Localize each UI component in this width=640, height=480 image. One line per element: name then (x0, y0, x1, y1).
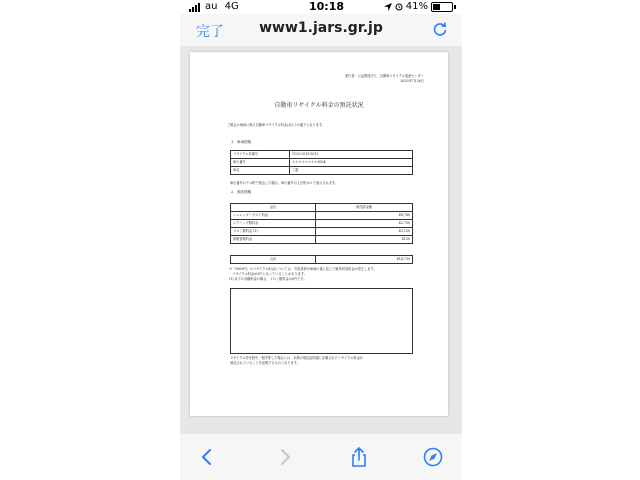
table-row (231, 167, 413, 175)
vehicle-label: リサイクル券番号 (231, 151, 290, 159)
document-viewer[interactable] (180, 46, 462, 434)
fee-label: 情報管理料金 (231, 236, 316, 244)
vehicle-label: 車台番号 (231, 159, 290, 167)
note-line: (1) 以下の各種料金の場合、フロン類料金は0円です。 (229, 277, 307, 281)
location-icon (384, 3, 392, 11)
fee-value: ¥2,100 (316, 228, 413, 236)
footer-note (230, 356, 363, 366)
footer-line: 預託されていることを証明するものとなります。 (230, 361, 300, 365)
reload-icon[interactable] (432, 21, 448, 37)
url-text: www1.jars.gr.jp (259, 20, 383, 36)
status-time: 10:18 (309, 0, 345, 13)
share-icon[interactable] (348, 446, 370, 468)
fee-header-item: 品目 (231, 204, 316, 212)
issuer-line: 発行者：公益財団法人 自動車リサイクル促進センター (344, 74, 424, 78)
compass-icon[interactable] (422, 446, 444, 468)
vehicle-value: 1133-2019-3012 (290, 151, 413, 159)
vehicle-value: 三菱 (290, 167, 413, 175)
back-icon[interactable] (196, 446, 218, 468)
alarm-icon (395, 3, 403, 11)
carrier-name: au (205, 1, 218, 12)
table-header-row (231, 204, 413, 212)
section-deposit-heading: 2．預託情報 (231, 190, 252, 194)
forward-icon[interactable] (274, 446, 296, 468)
fee-value: ¥8,780 (316, 212, 413, 220)
fee-value: ¥2,700 (316, 220, 413, 228)
issue-date: 2020年7月26日 (400, 79, 424, 83)
table-row (231, 159, 413, 167)
document-title: 自動車リサイクル料金の預託状況 (274, 102, 364, 109)
section-vehicle-heading: 1．車両情報 (231, 140, 252, 144)
battery-percent: 41% (405, 1, 428, 12)
table-row (231, 256, 413, 264)
table-row (231, 220, 413, 228)
remarks-box (230, 288, 413, 354)
total-table (230, 255, 413, 264)
fee-notes (229, 267, 377, 282)
battery-tip (454, 5, 456, 9)
fee-table (230, 203, 413, 244)
fee-value: ¥130 (316, 236, 413, 244)
vehicle-label: 車名 (231, 167, 290, 175)
total-value: ¥14,730 (316, 256, 413, 264)
done-button[interactable]: 完了 (196, 24, 224, 40)
status-bar (180, 0, 462, 14)
table-row (231, 236, 413, 244)
table-row (231, 212, 413, 220)
fee-label: フロン類料金 (1) (231, 228, 316, 236)
issuer-block (345, 74, 424, 84)
total-label: 合計 (231, 256, 316, 264)
nav-bar (180, 14, 462, 46)
note-line: リサイクル料金が0円となっていることがあります。 (229, 272, 307, 276)
vehicle-note: 車台番号の下４桁で照会した場合、車台番号の上位桁は＊で表示されます。 (230, 181, 339, 185)
signal-icon (189, 3, 200, 12)
bottom-toolbar (180, 434, 462, 480)
fee-header-amount: 預託済金額 (316, 204, 413, 212)
table-row (231, 151, 413, 159)
footer-line: リサイクル券を紛失・損失等した場合には、本紙が預託証明書に記載されたリサイクル料金が (230, 356, 363, 360)
battery-icon (431, 2, 453, 12)
document-page (190, 52, 448, 416)
status-right (384, 1, 456, 12)
fee-label: エアバッグ類料金 (231, 220, 316, 228)
network-type: 4G (224, 1, 239, 12)
carrier-label (205, 1, 239, 12)
vehicle-value: ＊＊＊＊＊＊＊＊8504 (290, 159, 413, 167)
table-row (231, 228, 413, 236)
fee-label: シュレッダーダスト料金 (231, 212, 316, 220)
vehicle-table (230, 150, 413, 175)
intro-text: ご照会の車両に係る自動車リサイクル料金は以下の通りとなります。 (227, 123, 326, 127)
note-line: ※「0000円」のリサイクル料金については、引取業者が車両の重に応じて解体回収料金が発生します。 (229, 267, 377, 271)
